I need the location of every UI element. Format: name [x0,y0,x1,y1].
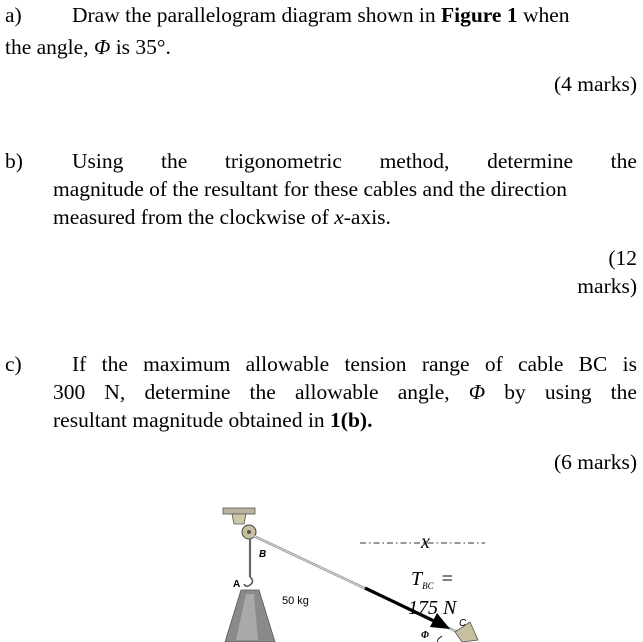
part-b-line-1 [72,148,637,174]
part-b-label: b) [5,149,23,173]
part-c-line-1-word: cable [518,352,564,376]
part-a-marks: (4 marks) [554,72,637,96]
part-b-marks-2: marks) [577,274,637,298]
part-c-line-1-word: is [622,352,637,376]
label-b: B [259,549,267,560]
part-c-line-2-word: the [610,380,637,404]
part-b-marks-1: (12 [608,246,637,270]
part-b-line-1-word: the [610,149,637,173]
mass-label: 50 kg [282,595,309,607]
part-a-text-2b: is 35°. [110,35,171,59]
part-a-text-1b: when [517,3,570,27]
x-variable: x [334,205,344,229]
part-c-line-2-word: using [544,380,592,404]
x-axis-label: x [421,531,430,553]
tension-label [411,568,453,591]
tension-subscript: BC [422,581,434,591]
part-c-line-1-word: of [484,352,503,376]
part-c-text-3: resultant magnitude obtained in [53,408,331,432]
label-a: A [233,579,241,590]
part-b-line-2: magnitude of the resultant for these cables and the direction [53,177,568,201]
part-a-text-1: Draw the parallelogram diagram shown in [72,3,441,27]
part-c-line-2-word: the [249,380,276,404]
part-c-line-2 [53,379,637,405]
part-c-line-1 [72,351,637,377]
part-b-line-1-word: the [161,149,188,173]
part-reference: 1(b). [330,408,373,432]
part-c-line-1-word: tension [344,352,407,376]
phi-symbol: Φ [93,35,111,59]
part-a-line-1 [72,2,570,28]
part-c-line-1-word: BC [578,352,608,376]
part-c-marks: (6 marks) [554,450,637,474]
part-a-text-2: the angle, [5,35,94,59]
part-c-line-2-word: 300 [53,380,86,404]
part-c-line-2-word: N, [104,380,126,404]
tension-equals: = [441,568,453,590]
part-a-label: a) [5,3,22,27]
part-c-line-1-word: If [72,352,87,376]
tension-symbol: T [411,568,423,590]
figure-1 [0,500,643,642]
part-b-line-1-word: method, [379,149,450,173]
part-b-line-1-word: determine [487,149,574,173]
ceiling-mount [223,508,255,514]
phi-arc [438,636,443,642]
part-b-line-1-word: trigonometric [224,149,342,173]
hook-a [244,577,253,586]
part-c-line-2-word: angle, [397,380,450,404]
part-c-line-2-word: by [504,380,526,404]
part-b-line-1-word: Using [72,149,124,173]
part-a-line-2 [5,34,171,60]
label-c: C [459,618,467,629]
phi-label: Φ [421,630,429,641]
part-b-text-3: measured from the clockwise of [53,205,335,229]
part-c-line-2-word: Φ [468,380,486,404]
part-c-line-1-word: maximum [143,352,231,376]
part-c-line-2-word: allowable [294,380,379,404]
part-b-text-3b: -axis. [343,205,391,229]
part-b-line-3 [53,204,391,230]
part-c-line-1-word: the [101,352,128,376]
part-c-line-2-word: determine [144,380,231,404]
tension-value: 175 N [408,597,457,619]
pulley-b-hub [247,530,251,534]
part-c-line-1-word: allowable [245,352,330,376]
part-c-line-3 [53,407,372,433]
figure-reference: Figure 1 [440,3,518,27]
ceiling-bracket [232,514,246,524]
part-c-line-1-word: range [421,352,470,376]
part-c-label: c) [5,352,22,376]
